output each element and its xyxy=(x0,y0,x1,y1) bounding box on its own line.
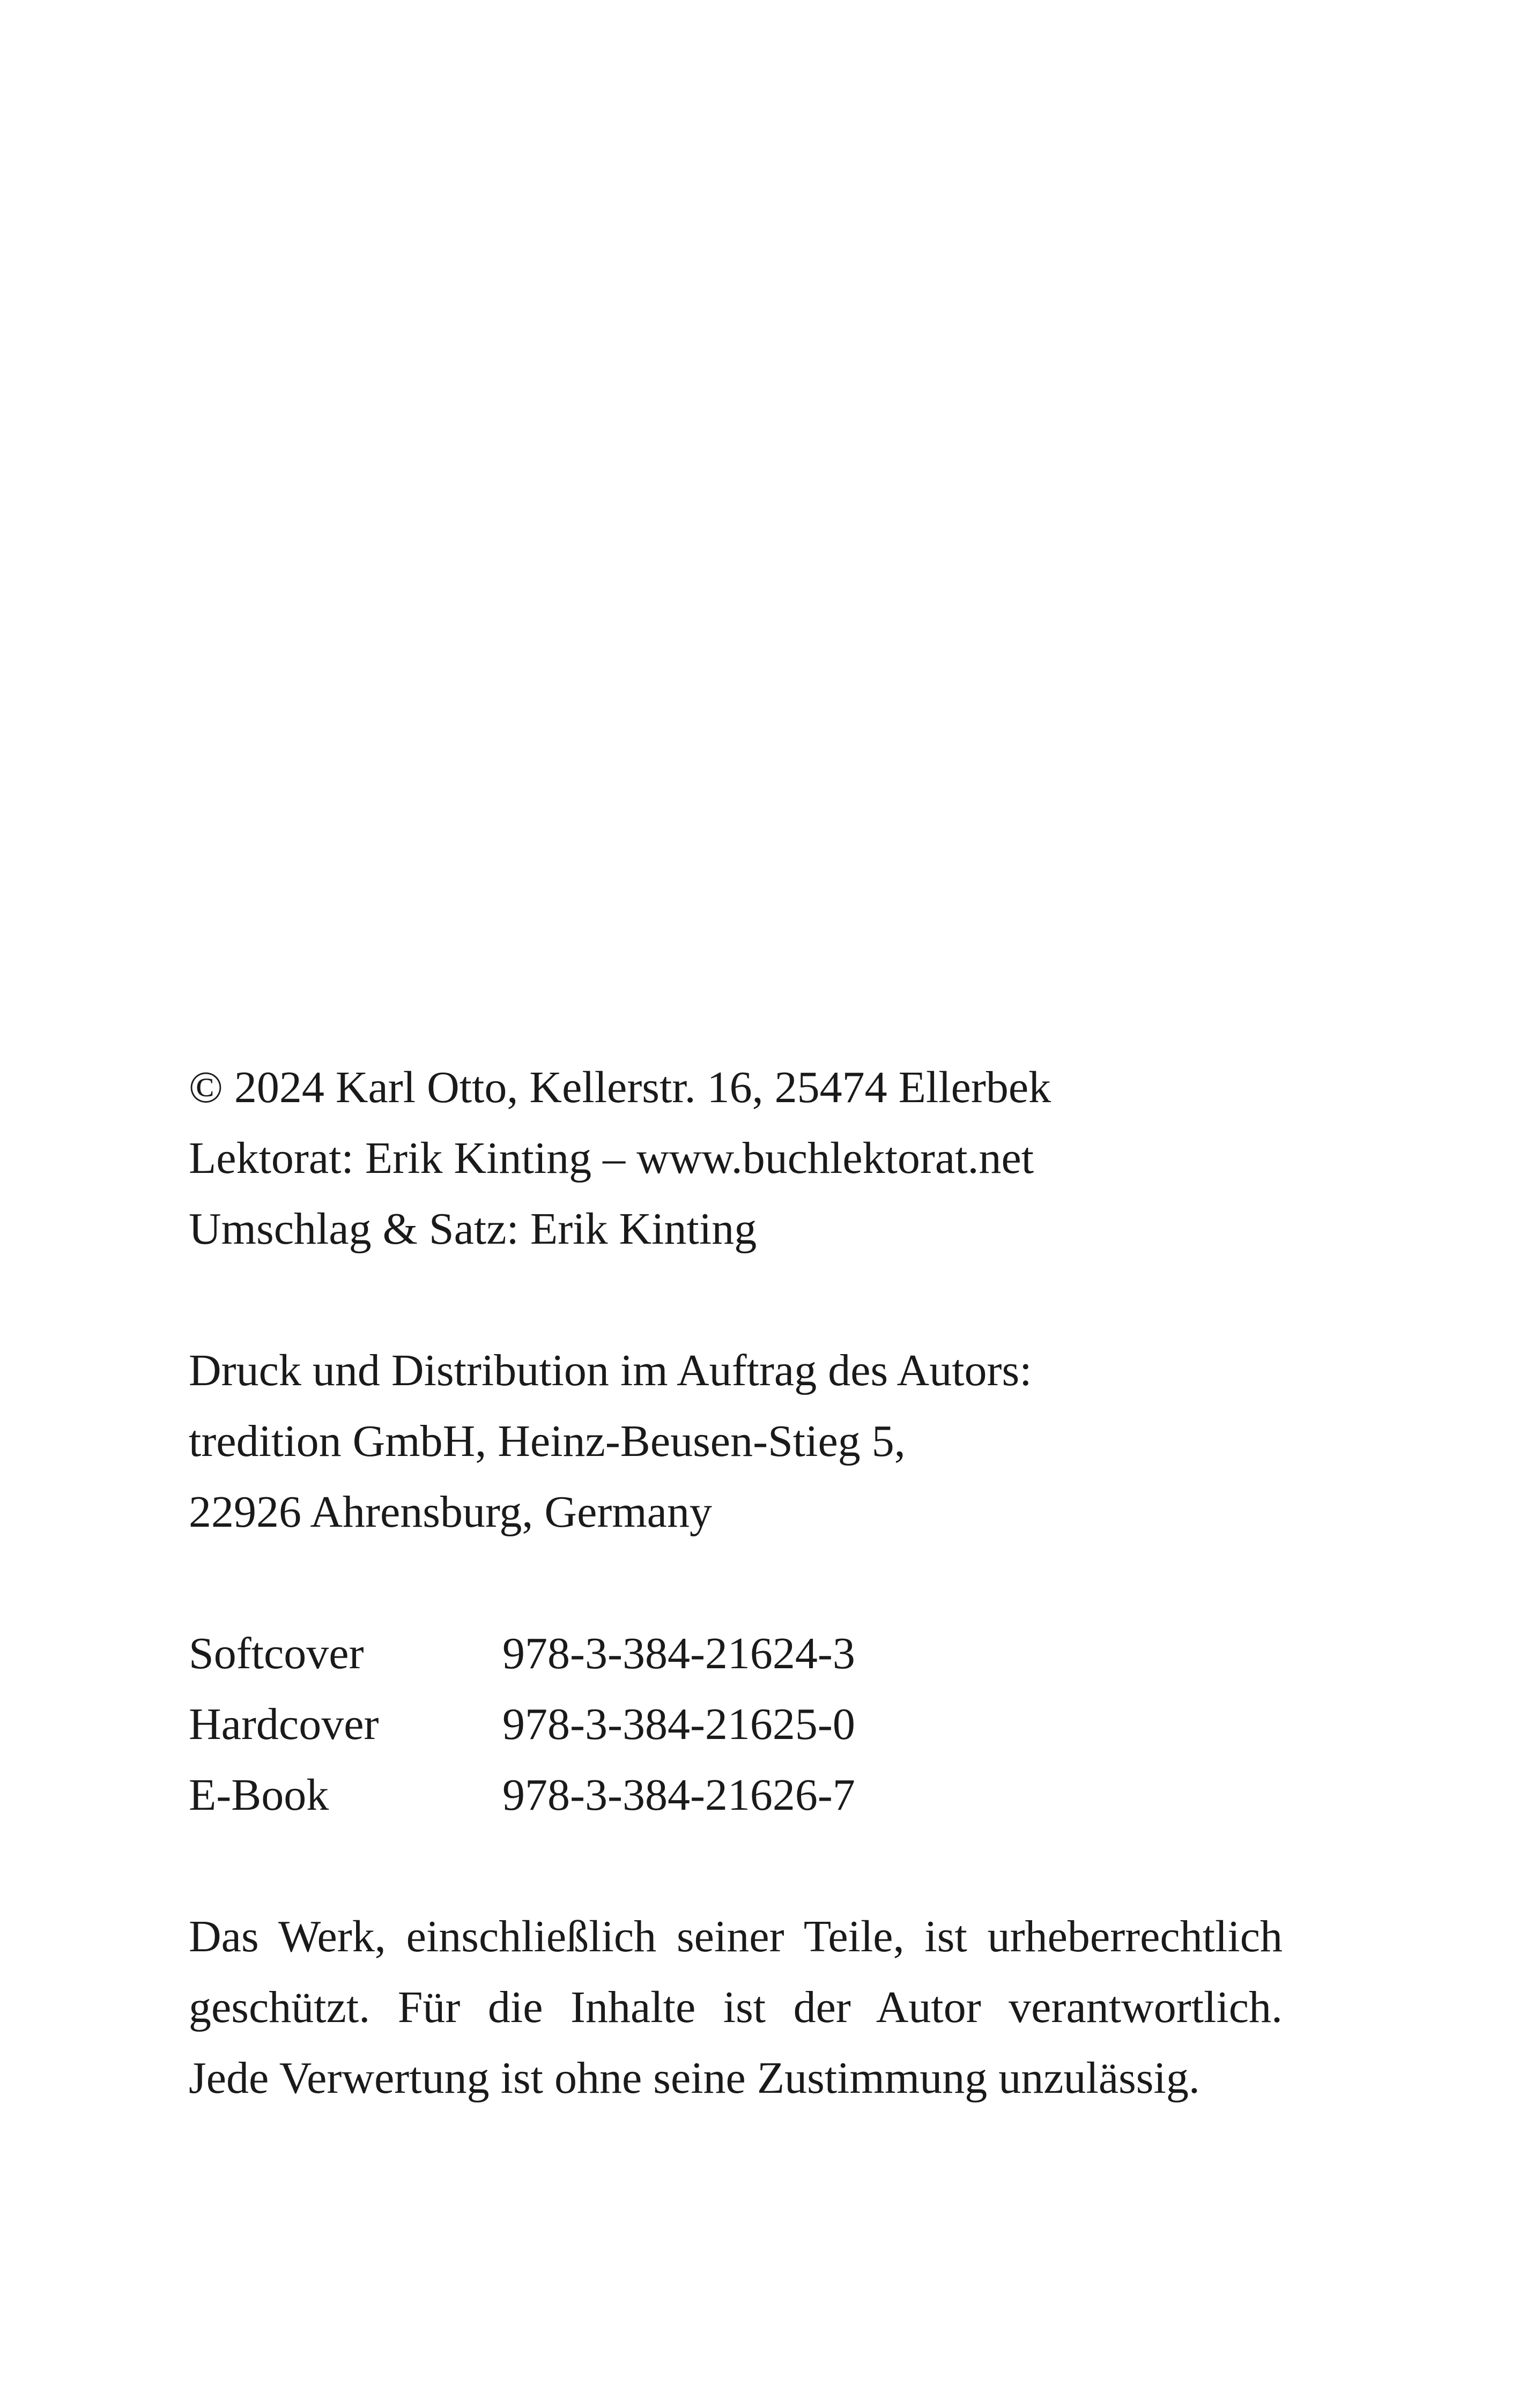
isbn-label: Hardcover xyxy=(189,1699,379,1749)
editing-credit-line: Lektorat: Erik Kinting – www.buchlektorat.net xyxy=(189,1133,1034,1183)
isbn-row-softcover xyxy=(189,1618,1283,1689)
cover-credit-line: Umschlag & Satz: Erik Kinting xyxy=(189,1204,757,1254)
section-spacer xyxy=(189,1831,1283,1901)
copyright-line: © 2024 Karl Otto, Kellerstr. 16, 25474 Ellerbek xyxy=(189,1062,1051,1112)
publisher-city-line: 22926 Ahrensburg, Germany xyxy=(189,1487,712,1537)
isbn-row-ebook xyxy=(189,1760,1283,1831)
section-spacer xyxy=(189,1548,1283,1618)
copyright-notice-line-3: Jede Verwertung ist ohne seine Zustimmung unzulässig. xyxy=(189,2053,1200,2103)
publisher-company-line: tredition GmbH, Heinz-Beusen-Stieg 5, xyxy=(189,1416,906,1466)
isbn-number: 978-3-384-21626-7 xyxy=(502,1770,855,1820)
isbn-row-hardcover xyxy=(189,1689,1283,1760)
publisher-intro-line: Druck und Distribution im Auftrag des Autors: xyxy=(189,1346,1032,1395)
copyright-notice-line-2: geschützt. Für die Inhalte ist der Autor verantwortlich. xyxy=(189,1982,1283,2032)
isbn-label: Softcover xyxy=(189,1629,364,1678)
section-spacer xyxy=(189,1265,1283,1335)
copyright-notice-line-1: Das Werk, einschließlich seiner Teile, ist urheberrechtlich xyxy=(189,1912,1283,1961)
isbn-number: 978-3-384-21624-3 xyxy=(502,1629,855,1678)
isbn-label: E-Book xyxy=(189,1770,329,1820)
imprint-block xyxy=(189,1052,1283,2114)
isbn-number: 978-3-384-21625-0 xyxy=(502,1699,855,1749)
